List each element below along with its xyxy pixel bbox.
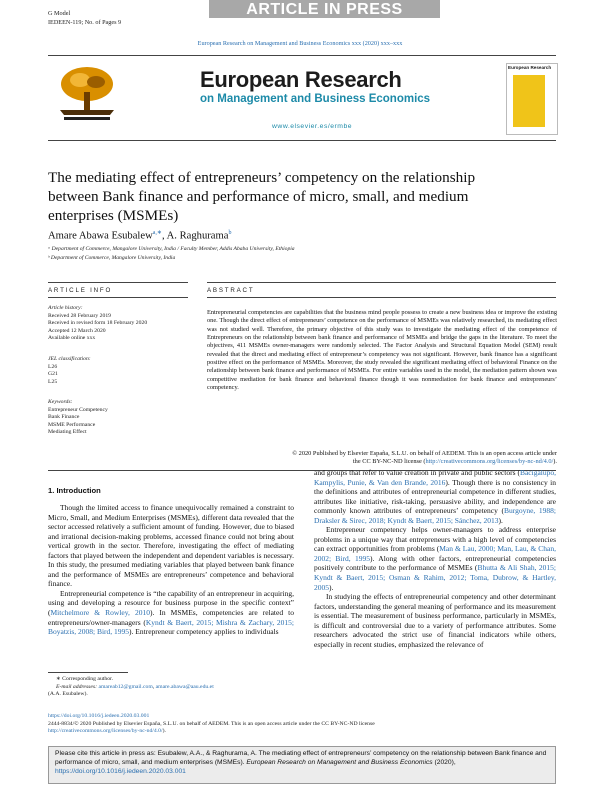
jel-code: L25 bbox=[48, 378, 58, 385]
body-column-left bbox=[48, 503, 294, 637]
corresponding-author-note: ∗ Corresponding author. bbox=[56, 676, 114, 682]
author-affiliation-marker[interactable]: a,∗ bbox=[152, 230, 162, 236]
copyright-text: the CC BY-NC-ND license ( bbox=[352, 458, 426, 465]
journal-url[interactable]: www.elsevier.es/ermbe bbox=[272, 123, 353, 130]
keywords-label: Keywords: bbox=[48, 399, 73, 405]
license-link[interactable]: http://creativecommons.org/licenses/by-nc-nd/4.0/ bbox=[425, 458, 554, 465]
article-title: The mediating effect of entrepreneurs’ competency on the relationship between Bank finance and performance of micro, small, and medium enterprises (MSMEs) bbox=[48, 169, 476, 224]
paragraph-text: and groups that refer to value creation in private and public sectors ( bbox=[314, 468, 520, 477]
copyright-line: © 2020 Published by Elsevier España, S.L.U. on behalf of AEDEM. This is an open access article under bbox=[292, 450, 557, 457]
citation-link[interactable]: Burgoyne, 1988; Draksler & Sirec, 2018; Kyndt & Baert, 2015; Sánchez, 2013 bbox=[314, 506, 556, 525]
email-separator: , bbox=[152, 683, 156, 690]
history-label: Article history: bbox=[48, 305, 83, 311]
body-column-right bbox=[314, 468, 556, 649]
info-sub-rule bbox=[48, 297, 188, 298]
section-heading-introduction: 1. Introduction bbox=[48, 486, 101, 495]
doi-link[interactable]: https://doi.org/10.1016/j.iedeen.2020.03.001 bbox=[48, 713, 150, 719]
author-name: , A. Raghurama bbox=[161, 230, 229, 242]
cover-image bbox=[513, 75, 545, 127]
history-received: Received 28 February 2019 bbox=[48, 312, 112, 319]
jel-code: L26 bbox=[48, 363, 58, 370]
copyright-license bbox=[207, 458, 557, 466]
paragraph: Though the limited access to finance unequivocally remained a constraint to Micro, Small, and Medium Enterprises (MSMEs), different data revealed that the sector accessed relatively a sufficient amount of funding. However, due to biased and irrational decision-making problems, accessed finance could not bring about vertical growth in the sector. Therefore, investigating the effect of mediating factors that played between the independent and dependent variables is necessary. In this study, the presumed mediating variables that played between bank finance and the performance of MSMEs are entrepreneurs’ competence and behavioral finance. bbox=[48, 503, 294, 589]
citation-link[interactable]: Bacigalupo, Kampylis, Punie, & Van den Brande, 2016 bbox=[314, 468, 556, 487]
jel-label: JEL classification: bbox=[48, 356, 91, 362]
citation-doi-link[interactable]: https://doi.org/10.1016/j.iedeen.2020.03.001 bbox=[55, 767, 186, 775]
keywords bbox=[48, 399, 188, 437]
doi-block bbox=[48, 713, 556, 736]
keyword: Entrepreneur Competency bbox=[48, 406, 108, 413]
paragraph-text: ). Along with other factors, entrepreneurial competencies positively contribute to the performance of MSMEs ( bbox=[314, 553, 556, 573]
footnotes bbox=[48, 676, 294, 699]
email-link[interactable]: amareab12@gmail.com bbox=[98, 683, 153, 690]
journal-title: European Research bbox=[200, 67, 402, 92]
jel-classification bbox=[48, 356, 188, 386]
paragraph-text: ). Though there is no consistency in the definitions and attributes of entrepreneurial competence in different studies, attributes like initiative, risk-taking, persuasive ability, and independence are commonly known attributes of entrepreneurs’ competency ( bbox=[314, 477, 556, 516]
email-link[interactable]: amare.abawa@aau.edu.et bbox=[155, 683, 214, 690]
affiliation-b: ᵇ Department of Commerce, Mangalore University, India bbox=[48, 255, 176, 261]
abstract-text: Entrepreneurial competencies are capabilities that the business mind people possess to create a new business idea or improve the existing one. Though the direct effect of entrepreneurs’ competence on the performance of MSMEs was relatively researched, its mediating effect was not studied well. Therefore, the primary objective of this study was to investigate the mediating effect of the competence of Entrepreneurs on the relationship between bank finance and performance of MSMEs and bridge the gaps in the literature. To meet the objectives, 411 MSMEs owner-managers were randomly selected. The Factor Analysis and Structural Equation Model (SEM) result revealed that the direct and mediating effect of entrepreneur’s competency was not significant. However, bank finance has a significant positive effect on the performance of MSMEs. Moreover, the study revealed the significant mediating effect of behavioral Finance on the relationship between bank finance and performance of MSMEs. For entire variables used in the model, the mediation pattern shown was competitive mediation for bank finance and behavioral finance though it was nonmediation for bank finance and entrepreneurs’ competency. bbox=[207, 309, 557, 392]
paragraph-text: ). bbox=[498, 515, 503, 525]
copyright-text: ). bbox=[553, 458, 557, 465]
citation-text: Please cite this article in press as: Esubalew, A.A., & Raghurama, A. The mediating effect of entrepreneurs’ competency on the relationship between Bank finance and performance of micro, small, and medium enterprises (MSMEs). bbox=[55, 750, 547, 766]
jel-code: G21 bbox=[48, 371, 58, 378]
author-affiliation-marker[interactable]: b bbox=[228, 230, 232, 236]
affiliation-a: ᵃ Department of Commerce, Mangalore University, India / Faculty Member, Addis Ababa University, Ethiopia bbox=[48, 246, 295, 252]
author-name-note: (A.A. Esubalew). bbox=[48, 691, 88, 697]
article-history bbox=[48, 305, 188, 343]
author-name: Amare Abawa Esubalew bbox=[48, 230, 153, 242]
masthead-rule bbox=[48, 140, 556, 141]
article-info-heading: ARTICLE INFO bbox=[48, 287, 113, 294]
email-label: E-mail addresses: bbox=[56, 683, 99, 690]
paragraph-text: ). Entrepreneur competency applies to individuals bbox=[129, 627, 279, 637]
paragraph bbox=[48, 589, 294, 637]
citation-link[interactable]: Mitchelmore & Rowley, 2010 bbox=[50, 608, 150, 618]
cover-title: European Research bbox=[508, 65, 552, 70]
article-meta bbox=[48, 10, 121, 27]
license-statement: 2444-8834/© 2020 Published by Elsevier España, S.L.U. on behalf of AEDEM. This is an open access article under the CC BY-NC-ND license bbox=[48, 720, 375, 727]
paragraph-text: ). bbox=[329, 582, 334, 592]
license-link[interactable]: http://creativecommons.org/licenses/by-nc-nd/4.0/ bbox=[48, 728, 163, 734]
history-accepted: Accepted 12 March 2020 bbox=[48, 327, 106, 334]
history-revised: Received in revised form 18 February 2020 bbox=[48, 320, 148, 327]
please-cite-box bbox=[48, 746, 556, 784]
license-url-line bbox=[48, 728, 556, 736]
paragraph: In studying the effects of entrepreneurial competency and other determinant factors, understanding the general meaning of performance and its measurement is essential. The measurement of business performance, particularly in MSMEs, is difficult and controversial due to a variety of performance attributes. Some researchers advocated the strict use of financial indicators while others, especially in recent studies, emphasized the relevance of bbox=[314, 592, 556, 649]
journal-reference[interactable]: European Research on Management and Business Economics xxx (2020) xxx–xxx bbox=[197, 40, 403, 47]
paragraph bbox=[314, 468, 556, 525]
paragraph-text: Entrepreneur competency helps owner-managers to address enterprise problems in a unique way that entrepreneurs with a high level of competencies can extract opportunities from problems ( bbox=[314, 525, 556, 554]
citation-link[interactable]: Man & Lau, 2000; Man, Lau, & Chan, 2002; Bird, 1995 bbox=[314, 544, 556, 563]
model-label: G Model bbox=[48, 10, 71, 17]
citation-link[interactable]: Kyndt & Baert, 2015; Mishra & Zachary, 2015; Boyatzis, 2008; Bird, 1995 bbox=[48, 617, 294, 637]
info-top-rule bbox=[48, 282, 188, 283]
email-addresses bbox=[48, 684, 294, 692]
keyword: MSME Performance bbox=[48, 421, 96, 428]
license-end: ). bbox=[162, 728, 166, 734]
header-rule bbox=[48, 55, 556, 56]
journal-subtitle: on Management and Business Economics bbox=[200, 93, 431, 105]
abstract-heading: ABSTRACT bbox=[207, 287, 255, 294]
paragraph-text: Entrepreneurial competence is “the capability of an entrepreneur in acquiring, using and developing a resource for business purpose in the specific context” ( bbox=[48, 588, 294, 618]
article-in-press-banner: ARTICLE IN PRESS bbox=[209, 0, 440, 18]
footnote-rule bbox=[48, 672, 128, 673]
keyword: Bank Finance bbox=[48, 414, 80, 421]
abstract-top-rule bbox=[207, 282, 556, 283]
citation-journal: European Research on Management and Business Economics bbox=[246, 758, 433, 766]
citation-link[interactable]: Bhutta & Ali Shah, 2015; Kyndt & Baert, 2015; Osman & Rahim, 2012; Toma, Dubrow, & Hartley, 2005 bbox=[314, 563, 556, 592]
paragraph bbox=[314, 525, 556, 592]
author-list bbox=[48, 229, 231, 242]
abstract-sub-rule bbox=[207, 297, 556, 298]
keyword: Mediating Effect bbox=[48, 429, 87, 436]
paragraph-text: ). In MSMEs, competencies are related to entrepreneurs/owner-managers ( bbox=[48, 608, 294, 627]
elsevier-tree-logo bbox=[52, 62, 122, 124]
citation-text: (2020), bbox=[432, 758, 456, 766]
article-code: IEDEEN-119; No. of Pages 9 bbox=[48, 18, 122, 26]
history-online: Available online xxx bbox=[48, 335, 96, 342]
